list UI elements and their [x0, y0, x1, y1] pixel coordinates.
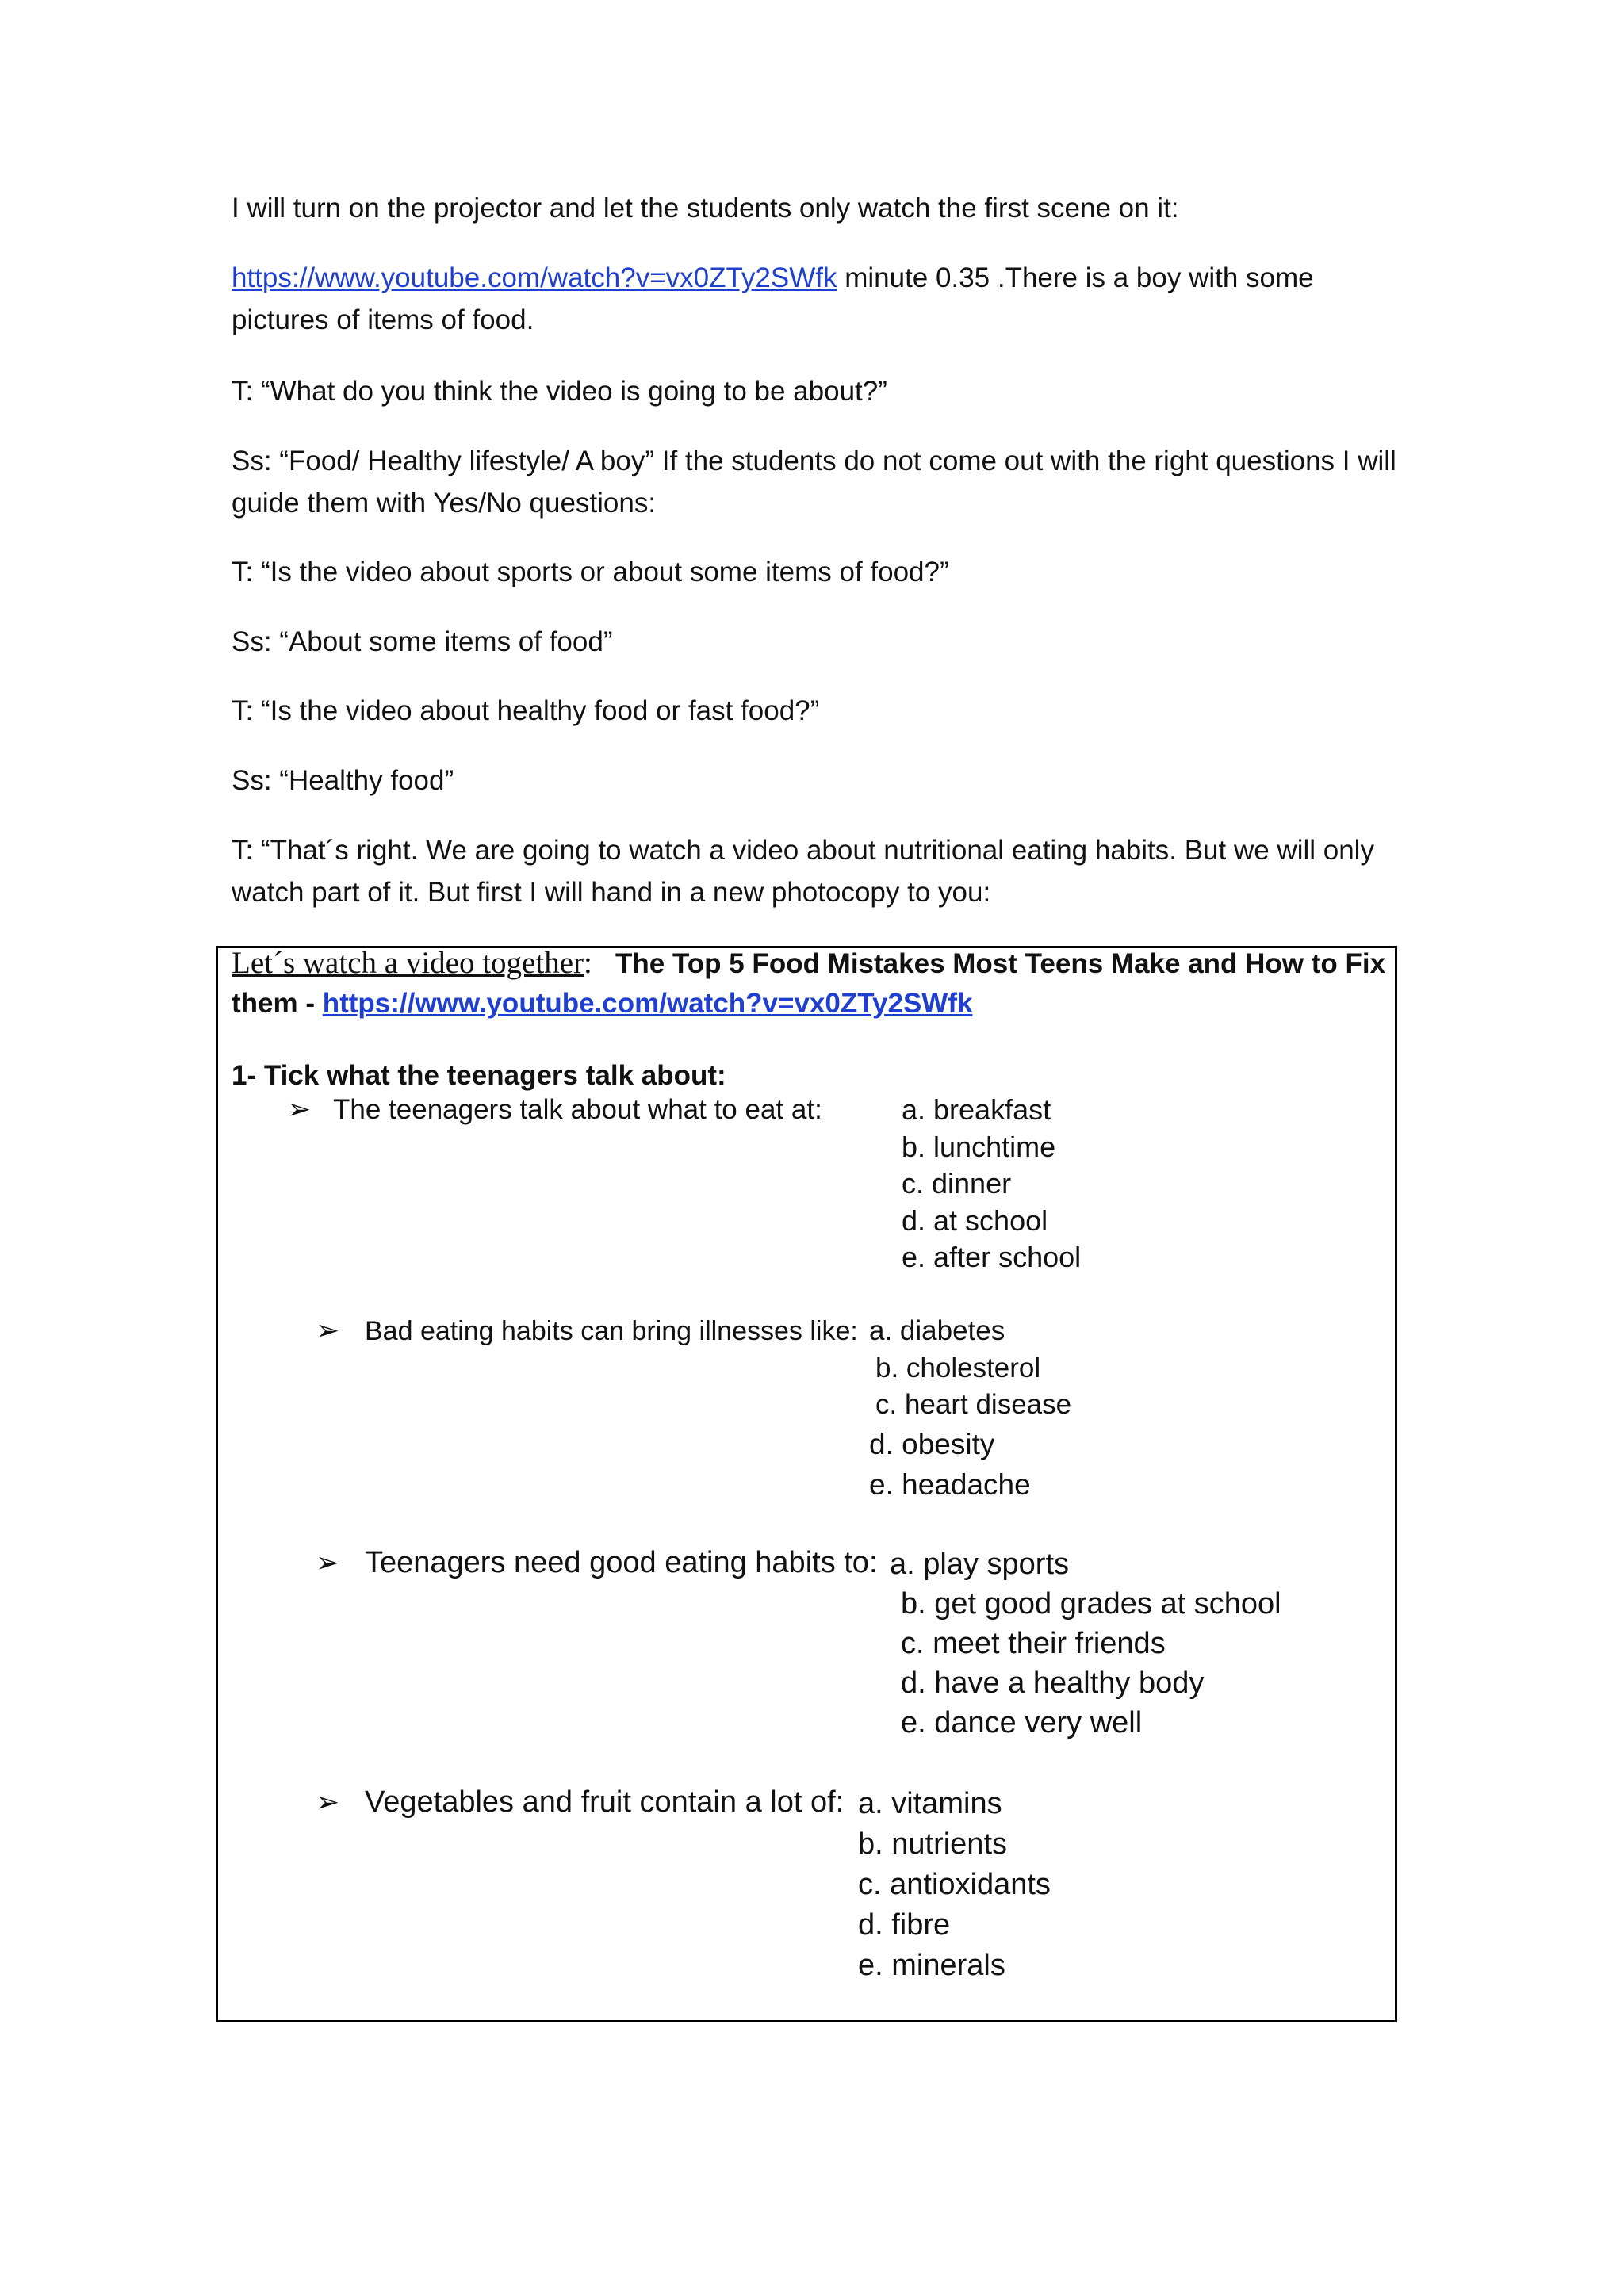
- question-4-prompt: Vegetables and fruit contain a lot of:: [365, 1785, 845, 1819]
- option[interactable]: e. dance very well: [901, 1706, 1143, 1739]
- section-title: 1- Tick what the teenagers talk about:: [232, 1060, 726, 1091]
- arrow-bullet-icon: ➢: [287, 1093, 312, 1125]
- question-3-options: [890, 1544, 1281, 1743]
- option[interactable]: c. dinner: [902, 1167, 1012, 1200]
- arrow-bullet-icon: ➢: [316, 1314, 340, 1346]
- option[interactable]: b. nutrients: [858, 1827, 1007, 1861]
- option[interactable]: d. obesity: [869, 1427, 995, 1460]
- question-2-options: [869, 1313, 1071, 1505]
- option[interactable]: d. have a healthy body: [901, 1667, 1205, 1700]
- intro-paragraph-4: Ss: “Food/ Healthy lifestyle/ A boy” If the students do not come out with the right questions I will guide them with Yes/No questions:: [232, 446, 1396, 519]
- option[interactable]: b. get good grades at school: [901, 1587, 1281, 1621]
- intro-paragraph-5: T: “Is the video about sports or about some items of food?”: [232, 557, 949, 587]
- intro-paragraph-9: T: “That´s right. We are going to watch a video about nutritional eating habits. But we will only watch part of it. But first I will hand in a new photocopy to you:: [232, 835, 1374, 908]
- question-1-prompt: The teenagers talk about what to eat at:: [333, 1094, 822, 1125]
- question-3-prompt: Teenagers need good eating habits to:: [365, 1546, 878, 1579]
- option[interactable]: e. minerals: [858, 1949, 1005, 1982]
- option[interactable]: b. lunchtime: [902, 1130, 1056, 1163]
- option[interactable]: d. at school: [902, 1203, 1048, 1237]
- option[interactable]: d. fibre: [858, 1908, 951, 1942]
- option[interactable]: c. antioxidants: [858, 1868, 1051, 1901]
- intro-paragraph-6: Ss: “About some items of food”: [232, 626, 613, 657]
- question-1: [287, 1091, 822, 1128]
- worksheet-header: [232, 943, 1389, 1024]
- question-4: [316, 1784, 844, 1820]
- question-1-options: [902, 1092, 1081, 1276]
- option[interactable]: b. cholesterol: [875, 1352, 1041, 1383]
- intro-paragraph-7: T: “Is the video about healthy food or fast food?”: [232, 695, 820, 726]
- option[interactable]: a. play sports: [890, 1548, 1069, 1581]
- option[interactable]: a. breakfast: [902, 1093, 1051, 1126]
- option[interactable]: a. diabetes: [869, 1315, 1005, 1346]
- worksheet-title: The Top 5 Food Mistakes Most Teens Make and How to Fix them -: [232, 948, 1386, 1019]
- intro-paragraph-2: [232, 257, 1405, 341]
- youtube-link[interactable]: https://www.youtube.com/watch?v=vx0ZTy2SWfk: [232, 262, 837, 293]
- worksheet-lead: Let´s watch a video together: [232, 946, 584, 980]
- question-4-options: [858, 1784, 1051, 1986]
- option[interactable]: a. vitamins: [858, 1787, 1002, 1820]
- worksheet-lead-colon: :: [584, 946, 592, 980]
- intro-paragraph-2-text: minute 0.35 .There is a boy with some pictures of items of food.: [232, 262, 1314, 335]
- option[interactable]: c. heart disease: [875, 1389, 1072, 1420]
- intro-paragraph-3: T: “What do you think the video is going to be about?”: [232, 376, 887, 407]
- question-3: [316, 1544, 878, 1581]
- intro-paragraph-1: I will turn on the projector and let the students only watch the first scene on it:: [232, 193, 1179, 224]
- option[interactable]: c. meet their friends: [901, 1627, 1166, 1660]
- question-2: [316, 1312, 858, 1349]
- worksheet-youtube-link[interactable]: https://www.youtube.com/watch?v=vx0ZTy2SWfk: [322, 988, 973, 1019]
- intro-paragraph-8: Ss: “Healthy food”: [232, 765, 454, 796]
- option[interactable]: e. after school: [902, 1241, 1082, 1273]
- arrow-bullet-icon: ➢: [316, 1546, 340, 1578]
- option[interactable]: e. headache: [869, 1468, 1031, 1501]
- arrow-bullet-icon: ➢: [316, 1785, 340, 1818]
- question-2-prompt: Bad eating habits can bring illnesses like:: [365, 1316, 858, 1346]
